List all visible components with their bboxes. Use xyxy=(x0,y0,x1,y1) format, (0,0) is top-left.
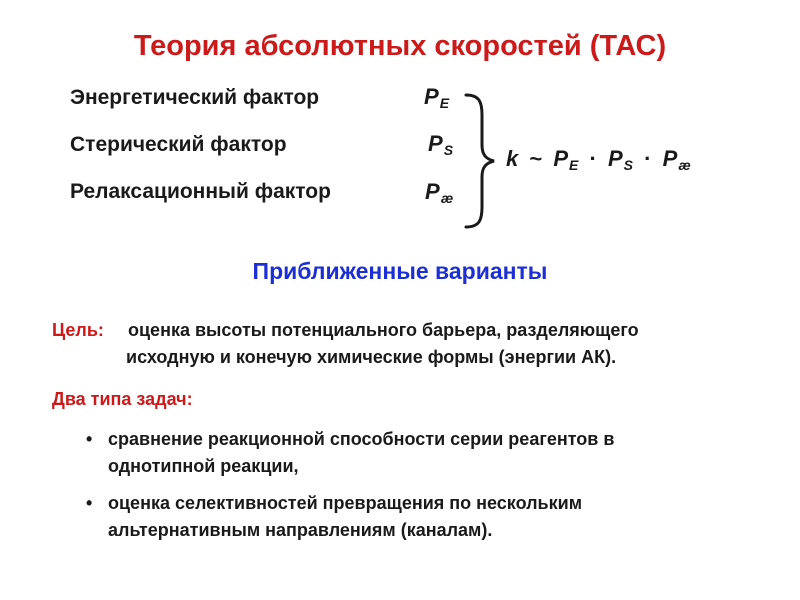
term-letter: P xyxy=(607,146,623,171)
factor-label-energetic: Энергетический фактор xyxy=(70,86,320,109)
term-subscript: E xyxy=(569,157,579,173)
symbol-letter: P xyxy=(425,179,440,204)
formula-term-steric xyxy=(608,146,633,171)
task-item-2-line1: оценка селективностей превращения по нескольким xyxy=(108,493,583,513)
formula-k: k xyxy=(506,146,519,171)
section-subtitle: Приближенные варианты xyxy=(252,258,548,284)
rate-formula xyxy=(506,146,691,173)
factor-symbol-steric xyxy=(428,131,453,158)
term-subscript: S xyxy=(623,157,633,173)
formula-relation: ~ xyxy=(529,146,543,171)
term-subscript: æ xyxy=(678,157,691,173)
symbol-letter: P xyxy=(424,84,439,109)
factor-label-steric: Стерический фактор xyxy=(70,133,287,156)
curly-brace-icon xyxy=(462,93,498,229)
term-letter: P xyxy=(553,146,569,171)
goal-text-line1: оценка высоты потенциального барьера, разделяющего xyxy=(128,320,639,340)
formula-term-energetic xyxy=(553,146,578,171)
task-item-1-line2: однотипной реакции, xyxy=(108,456,299,476)
task-item-2-line2: альтернативным направлениям (каналам). xyxy=(108,520,493,540)
factor-symbol-relaxation xyxy=(425,179,453,206)
formula-separator: · xyxy=(644,146,652,171)
term-letter: P xyxy=(662,146,678,171)
symbol-subscript: æ xyxy=(440,190,454,206)
symbol-subscript: S xyxy=(443,142,454,158)
bullet-icon: • xyxy=(86,493,93,513)
formula-separator: · xyxy=(589,146,597,171)
goal-text-line2: исходную и конечую химические формы (энергии АК). xyxy=(126,347,617,367)
factor-symbol-energetic xyxy=(424,84,449,111)
page-title: Теория абсолютных скоростей (ТАС) xyxy=(133,30,667,62)
tasks-label: Два типа задач: xyxy=(52,389,193,409)
factor-label-relaxation: Релаксационный фактор xyxy=(70,180,331,203)
symbol-letter: P xyxy=(428,131,443,156)
goal-label: Цель: xyxy=(52,320,104,340)
task-item-1-line1: сравнение реакционной способности серии реагентов в xyxy=(108,429,615,449)
formula-term-relaxation xyxy=(663,146,691,171)
symbol-subscript: E xyxy=(439,95,450,111)
bullet-icon: • xyxy=(86,429,93,449)
